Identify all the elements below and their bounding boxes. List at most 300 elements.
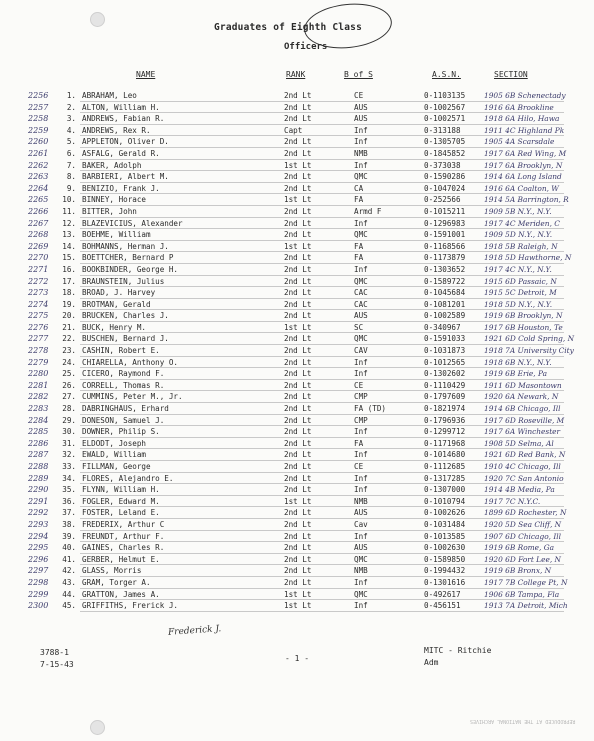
footer-office: MITC - Ritchie <box>424 646 492 655</box>
row-annotation-number: 2264 <box>28 183 49 193</box>
archive-watermark: REPRODUCED AT THE NATIONAL ARCHIVES <box>470 718 576 724</box>
branch-of-service: Inf <box>354 427 368 437</box>
branch-of-service: Inf <box>354 485 368 495</box>
graduate-rank: Capt <box>284 125 303 135</box>
graduate-name: ELDODT, Joseph <box>82 438 147 448</box>
graduate-rank: 2nd Lt <box>284 543 312 553</box>
graduate-rank: 2nd Lt <box>284 288 312 298</box>
graduate-rank: 2nd Lt <box>284 264 312 274</box>
graduate-name: BARBIERI, Albert M. <box>82 172 169 182</box>
graduate-name: BROAD, J. Harvey <box>82 288 156 298</box>
table-row <box>28 299 594 311</box>
table-row <box>28 241 594 253</box>
column-header-rank: RANK <box>286 70 306 79</box>
graduate-rank: 2nd Lt <box>284 334 312 344</box>
graduate-rank: 1st Lt <box>284 160 312 170</box>
section-annotation: 1917 4C N.Y., N.Y. <box>484 264 552 274</box>
branch-of-service: Inf <box>354 601 368 611</box>
serial-number: 0-1081201 <box>424 299 466 309</box>
section-annotation: 1919 6B Brooklyn, N <box>484 311 563 321</box>
branch-of-service: CAC <box>354 299 368 309</box>
column-header-asn: A.S.N. <box>432 70 461 79</box>
graduate-name: DOWNER, Philip S. <box>82 427 160 437</box>
row-number: 16. <box>62 264 76 274</box>
graduate-name: BUCK, Henry M. <box>82 322 147 332</box>
footer-doc-number: 3788-1 <box>40 648 69 657</box>
section-annotation: 1917 6A Red Wing, M <box>484 148 567 158</box>
branch-of-service: Inf <box>354 160 368 170</box>
serial-number: 0-1797609 <box>424 392 466 402</box>
table-row <box>28 415 594 427</box>
serial-number: 0-1002589 <box>424 311 466 321</box>
table-row <box>28 496 594 508</box>
table-row <box>28 194 594 206</box>
row-annotation-number: 2260 <box>28 137 49 147</box>
serial-number: 0-1173879 <box>424 253 466 263</box>
branch-of-service: Inf <box>354 218 368 228</box>
row-annotation-number: 2297 <box>28 566 49 576</box>
column-header-bos: B of S <box>344 70 373 79</box>
branch-of-service: AUS <box>354 102 368 112</box>
table-row <box>28 577 594 589</box>
table-row <box>28 554 594 566</box>
branch-of-service: FA <box>354 438 364 448</box>
section-annotation: 1920 7C San Antonio <box>484 473 564 483</box>
graduate-name: ANDREWS, Rex R. <box>82 125 151 135</box>
serial-number: 0-1171968 <box>424 438 466 448</box>
serial-number: 0-1821974 <box>424 404 466 414</box>
graduate-rank: 2nd Lt <box>284 566 312 576</box>
graduate-rank: 2nd Lt <box>284 172 312 182</box>
graduate-rank: 2nd Lt <box>284 114 312 124</box>
branch-of-service: Inf <box>354 369 368 379</box>
table-row <box>28 229 594 241</box>
table-row <box>28 333 594 345</box>
serial-number: 0-373038 <box>424 160 461 170</box>
table-row <box>28 322 594 334</box>
row-number: 39. <box>62 531 76 541</box>
section-annotation: 1907 6D Chicago, Ill <box>484 531 561 541</box>
row-number: 40. <box>62 543 76 553</box>
row-annotation-number: 2261 <box>28 148 49 158</box>
table-row <box>28 148 594 160</box>
graduate-rank: 2nd Lt <box>284 102 312 112</box>
section-annotation: 1916 6A Brookline <box>484 102 554 112</box>
row-number: 2. <box>66 102 76 112</box>
graduate-rank: 2nd Lt <box>284 183 312 193</box>
graduate-name: GLASS, Morris <box>82 566 142 576</box>
table-row <box>28 461 594 473</box>
document-title: Graduates of Eighth Class <box>214 22 362 33</box>
serial-number: 0-1994432 <box>424 566 466 576</box>
table-row <box>28 287 594 299</box>
table-row <box>28 345 594 357</box>
page-number: - 1 - <box>285 654 310 663</box>
section-annotation: 1911 4C Highland Pk <box>484 125 565 135</box>
row-number: 45. <box>62 601 76 611</box>
row-number: 11. <box>62 206 76 216</box>
row-number: 24. <box>62 357 76 367</box>
graduate-rank: 2nd Lt <box>284 450 312 460</box>
graduate-rank: 2nd Lt <box>284 415 312 425</box>
branch-of-service: Inf <box>354 473 368 483</box>
section-annotation: 1918 7A University City <box>484 346 574 356</box>
graduate-rank: 2nd Lt <box>284 531 312 541</box>
row-annotation-number: 2285 <box>28 427 49 437</box>
graduate-name: GAINES, Charles R. <box>82 543 165 553</box>
table-row <box>28 473 594 485</box>
row-number: 8. <box>66 172 76 182</box>
graduate-rank: 2nd Lt <box>284 253 312 263</box>
branch-of-service: Inf <box>354 125 368 135</box>
graduate-rank: 2nd Lt <box>284 311 312 321</box>
graduate-rank: 2nd Lt <box>284 554 312 564</box>
row-annotation-number: 2300 <box>28 601 49 611</box>
serial-number: 0-1317285 <box>424 473 466 483</box>
branch-of-service: AUS <box>354 114 368 124</box>
branch-of-service: Armd F <box>354 206 382 216</box>
row-annotation-number: 2284 <box>28 415 49 425</box>
graduate-rank: 2nd Lt <box>284 404 312 414</box>
row-annotation-number: 2296 <box>28 554 49 564</box>
row-annotation-number: 2289 <box>28 473 49 483</box>
section-annotation: 1918 5D N.Y., N.Y. <box>484 299 553 309</box>
document-subtitle: Officers <box>284 42 328 52</box>
row-number: 23. <box>62 346 76 356</box>
table-row <box>28 589 594 601</box>
row-annotation-number: 2267 <box>28 218 49 228</box>
graduate-rank: 2nd Lt <box>284 206 312 216</box>
serial-number: 0-1010794 <box>424 496 466 506</box>
column-header-section: SECTION <box>494 70 528 79</box>
branch-of-service: Inf <box>354 450 368 460</box>
section-annotation: 1914 6B Chicago, Ill <box>484 404 561 414</box>
graduate-rank: 2nd Lt <box>284 230 312 240</box>
serial-number: 0-1031873 <box>424 346 466 356</box>
table-row <box>28 449 594 461</box>
branch-of-service: CE <box>354 91 364 100</box>
serial-number: 0-1305705 <box>424 137 466 147</box>
graduate-rank: 2nd Lt <box>284 346 312 356</box>
section-annotation: 1919 6B Bronx, N <box>484 566 552 576</box>
table-row <box>28 113 594 125</box>
section-annotation: 1913 7A Detroit, Mich <box>484 601 568 611</box>
branch-of-service: QMC <box>354 276 368 286</box>
branch-of-service: AUS <box>354 543 368 553</box>
graduate-rank: 2nd Lt <box>284 91 312 100</box>
row-annotation-number: 2278 <box>28 346 49 356</box>
section-annotation: 1905 4A Scarsdale <box>484 137 555 147</box>
section-annotation: 1910 4C Chicago, Ill <box>484 462 561 471</box>
row-number: 1. <box>66 91 76 100</box>
row-annotation-number: 2277 <box>28 334 49 344</box>
graduate-rank: 2nd Lt <box>284 485 312 495</box>
serial-number: 0-1589850 <box>424 554 466 564</box>
row-number: 7. <box>66 160 76 170</box>
graduate-name: BINNEY, Horace <box>82 195 147 205</box>
branch-of-service: QMC <box>354 589 368 599</box>
table-row <box>28 125 594 137</box>
row-number: 31. <box>62 438 76 448</box>
branch-of-service: Inf <box>354 264 368 274</box>
section-annotation: 1920 5D Sea Cliff, N <box>484 519 562 529</box>
serial-number: 0-456151 <box>424 601 461 611</box>
graduate-rank: 2nd Lt <box>284 577 312 587</box>
branch-of-service: Cav <box>354 519 368 529</box>
serial-number: 0-1168566 <box>424 241 466 251</box>
graduate-name: FLYNN, William H. <box>82 485 160 495</box>
branch-of-service: SC <box>354 322 364 332</box>
row-annotation-number: 2263 <box>28 172 49 182</box>
serial-number: 0-340967 <box>424 322 461 332</box>
section-annotation: 1917 6A Winchester <box>484 427 561 437</box>
row-annotation-number: 2256 <box>28 91 49 100</box>
section-annotation: 1919 6B Rome, Ga <box>484 543 555 553</box>
branch-of-service: Inf <box>354 357 368 367</box>
graduate-rank: 2nd Lt <box>284 473 312 483</box>
serial-number: 0-1002571 <box>424 114 466 124</box>
graduate-name: GRAM, Torger A. <box>82 577 151 587</box>
graduate-rank: 2nd Lt <box>284 276 312 286</box>
section-annotation: 1919 6B Erie, Pa <box>484 369 548 379</box>
branch-of-service: QMC <box>354 554 368 564</box>
row-annotation-number: 2266 <box>28 206 49 216</box>
branch-of-service: CA <box>354 183 364 193</box>
table-row <box>28 519 594 531</box>
table-row <box>28 206 594 218</box>
row-number: 17. <box>62 276 76 286</box>
table-row <box>28 565 594 577</box>
section-annotation: 1917 7B College Pt, N <box>484 577 568 587</box>
row-number: 37. <box>62 508 76 518</box>
row-number: 22. <box>62 334 76 344</box>
table-row <box>28 542 594 554</box>
row-number: 33. <box>62 462 76 471</box>
row-number: 32. <box>62 450 76 460</box>
graduate-name: ABRAHAM, Leo <box>82 91 137 100</box>
graduate-name: BRAUNSTEIN, Julius <box>82 276 165 286</box>
section-annotation: 1909 5B N.Y., N.Y. <box>484 206 552 216</box>
graduate-rank: 2nd Lt <box>284 380 312 390</box>
section-annotation: 1917 6B Houston, Te <box>484 322 563 332</box>
branch-of-service: FA <box>354 241 364 251</box>
graduate-name: APPLETON, Oliver D. <box>82 137 169 147</box>
table-row <box>28 90 594 102</box>
row-annotation-number: 2280 <box>28 369 49 379</box>
serial-number: 0-1591001 <box>424 230 466 240</box>
row-number: 9. <box>66 183 76 193</box>
row-number: 20. <box>62 311 76 321</box>
graduates-list <box>28 90 594 612</box>
row-number: 34. <box>62 473 76 483</box>
row-number: 29. <box>62 415 76 425</box>
section-annotation: 1909 5D N.Y., N.Y. <box>484 230 553 240</box>
row-annotation-number: 2265 <box>28 195 49 205</box>
row-number: 14. <box>62 241 76 251</box>
row-annotation-number: 2281 <box>28 380 49 390</box>
serial-number: 0-1796936 <box>424 415 466 425</box>
section-annotation: 1917 4C Meriden, C <box>484 218 560 228</box>
graduate-rank: 2nd Lt <box>284 392 312 402</box>
row-annotation-number: 2287 <box>28 450 49 460</box>
graduate-name: CICERO, Raymond F. <box>82 369 165 379</box>
serial-number: 0-1296983 <box>424 218 466 228</box>
graduate-name: BROTMAN, Gerald <box>82 299 151 309</box>
table-row <box>28 380 594 392</box>
section-annotation: 1908 5D Selma, Al <box>484 438 554 448</box>
graduate-name: GRATTON, James A. <box>82 589 160 599</box>
row-annotation-number: 2286 <box>28 438 49 448</box>
table-row <box>28 391 594 403</box>
graduate-rank: 2nd Lt <box>284 519 312 529</box>
row-annotation-number: 2273 <box>28 288 49 298</box>
graduate-rank: 2nd Lt <box>284 357 312 367</box>
table-row <box>28 218 594 230</box>
section-annotation: 1921 6D Cold Spring, N <box>484 334 575 344</box>
serial-number: 0-1015211 <box>424 206 466 216</box>
section-annotation: 1918 5B Raleigh, N <box>484 241 558 251</box>
row-annotation-number: 2258 <box>28 114 49 124</box>
serial-number: 0-1299712 <box>424 427 466 437</box>
row-number: 26. <box>62 380 76 390</box>
row-annotation-number: 2282 <box>28 392 49 402</box>
serial-number: 0-1302602 <box>424 369 466 379</box>
graduate-rank: 1st Lt <box>284 589 312 599</box>
row-annotation-number: 2291 <box>28 496 49 506</box>
row-number: 42. <box>62 566 76 576</box>
graduate-rank: 1st Lt <box>284 195 312 205</box>
graduate-name: CORRELL, Thomas R. <box>82 380 165 390</box>
row-annotation-number: 2262 <box>28 160 49 170</box>
graduate-rank: 1st Lt <box>284 322 312 332</box>
row-annotation-number: 2257 <box>28 102 49 112</box>
graduate-name: ASFALG, Gerald R. <box>82 148 160 158</box>
table-row <box>28 276 594 288</box>
branch-of-service: CAC <box>354 288 368 298</box>
graduate-rank: 2nd Lt <box>284 148 312 158</box>
row-annotation-number: 2268 <box>28 230 49 240</box>
handwritten-signature: Frederick J. <box>167 624 222 638</box>
graduate-name: BUSCHEN, Bernard J. <box>82 334 169 344</box>
section-annotation: 1899 6D Rochester, N <box>484 508 567 518</box>
graduate-name: FOGLER, Edward M. <box>82 496 160 506</box>
table-row <box>28 403 594 415</box>
row-number: 12. <box>62 218 76 228</box>
graduate-rank: 1st Lt <box>284 241 312 251</box>
graduate-name: BOOKBINDER, George H. <box>82 264 179 274</box>
graduate-name: CUMMINS, Peter M., Jr. <box>82 392 183 402</box>
row-annotation-number: 2293 <box>28 519 49 529</box>
serial-number: 0-1589722 <box>424 276 466 286</box>
section-annotation: 1916 6A Coalton, W <box>484 183 559 193</box>
table-row <box>28 183 594 195</box>
row-annotation-number: 2290 <box>28 485 49 495</box>
table-row <box>28 264 594 276</box>
section-annotation: 1906 6B Tampa, Fla <box>484 589 560 599</box>
punch-hole <box>90 720 105 735</box>
table-row <box>28 102 594 114</box>
row-number: 41. <box>62 554 76 564</box>
row-number: 5. <box>66 137 76 147</box>
branch-of-service: AUS <box>354 508 368 518</box>
table-row <box>28 531 594 543</box>
row-number: 19. <box>62 299 76 309</box>
section-annotation: 1917 6D Roseville, M <box>484 415 565 425</box>
section-annotation: 1915 5C Detroit, M <box>484 288 557 298</box>
row-number: 21. <box>62 322 76 332</box>
row-annotation-number: 2288 <box>28 462 49 471</box>
row-number: 30. <box>62 427 76 437</box>
row-number: 10. <box>62 195 76 205</box>
row-annotation-number: 2259 <box>28 125 49 135</box>
serial-number: 0-313188 <box>424 125 461 135</box>
serial-number: 0-492617 <box>424 589 461 599</box>
row-number: 28. <box>62 404 76 414</box>
graduate-name: ALTON, William H. <box>82 102 160 112</box>
table-row <box>28 368 594 380</box>
serial-number: 0-1045684 <box>424 288 466 298</box>
section-annotation: 1918 5D Hawthorne, N <box>484 253 572 263</box>
row-number: 18. <box>62 288 76 298</box>
graduate-rank: 2nd Lt <box>284 427 312 437</box>
row-number: 36. <box>62 496 76 506</box>
serial-number: 0-1110429 <box>424 380 466 390</box>
graduate-rank: 2nd Lt <box>284 299 312 309</box>
graduate-rank: 1st Lt <box>284 496 312 506</box>
table-row <box>28 600 594 612</box>
serial-number: 0-1013585 <box>424 531 466 541</box>
table-row <box>28 357 594 369</box>
branch-of-service: NMB <box>354 148 368 158</box>
section-annotation: 1914 5A Barrington, R <box>484 195 569 205</box>
branch-of-service: CE <box>354 380 364 390</box>
branch-of-service: CE <box>354 462 364 471</box>
graduate-name: FREDERIX, Arthur C <box>82 519 165 529</box>
serial-number: 0-252566 <box>424 195 461 205</box>
graduate-name: GERBER, Helmut E. <box>82 554 160 564</box>
section-annotation: 1911 6D Masontown <box>484 380 562 390</box>
row-annotation-number: 2292 <box>28 508 49 518</box>
branch-of-service: Inf <box>354 577 368 587</box>
serial-number: 0-1307000 <box>424 485 466 495</box>
branch-of-service: FA (TD) <box>354 404 387 414</box>
table-row <box>28 136 594 148</box>
branch-of-service: QMC <box>354 334 368 344</box>
graduate-name: BITTER, John <box>82 206 137 216</box>
branch-of-service: CMP <box>354 392 368 402</box>
branch-of-service: Inf <box>354 531 368 541</box>
graduate-name: BLAZEVICIUS, Alexander <box>82 218 183 228</box>
row-number: 15. <box>62 253 76 263</box>
graduate-name: BENIZIO, Frank J. <box>82 183 160 193</box>
row-annotation-number: 2269 <box>28 241 49 251</box>
branch-of-service: NMB <box>354 566 368 576</box>
row-annotation-number: 2274 <box>28 299 49 309</box>
punch-hole <box>90 12 105 27</box>
row-annotation-number: 2270 <box>28 253 49 263</box>
serial-number: 0-1590286 <box>424 172 466 182</box>
table-row <box>28 484 594 496</box>
section-annotation: 1914 6A Long Island <box>484 172 562 182</box>
graduate-name: DABRINGHAUS, Erhard <box>82 404 169 414</box>
section-annotation: 1920 6D Fort Lee, N <box>484 554 561 564</box>
serial-number: 0-1014680 <box>424 450 466 460</box>
table-row <box>28 426 594 438</box>
serial-number: 0-1002630 <box>424 543 466 553</box>
graduate-rank: 2nd Lt <box>284 508 312 518</box>
branch-of-service: CAV <box>354 346 368 356</box>
row-annotation-number: 2298 <box>28 577 49 587</box>
